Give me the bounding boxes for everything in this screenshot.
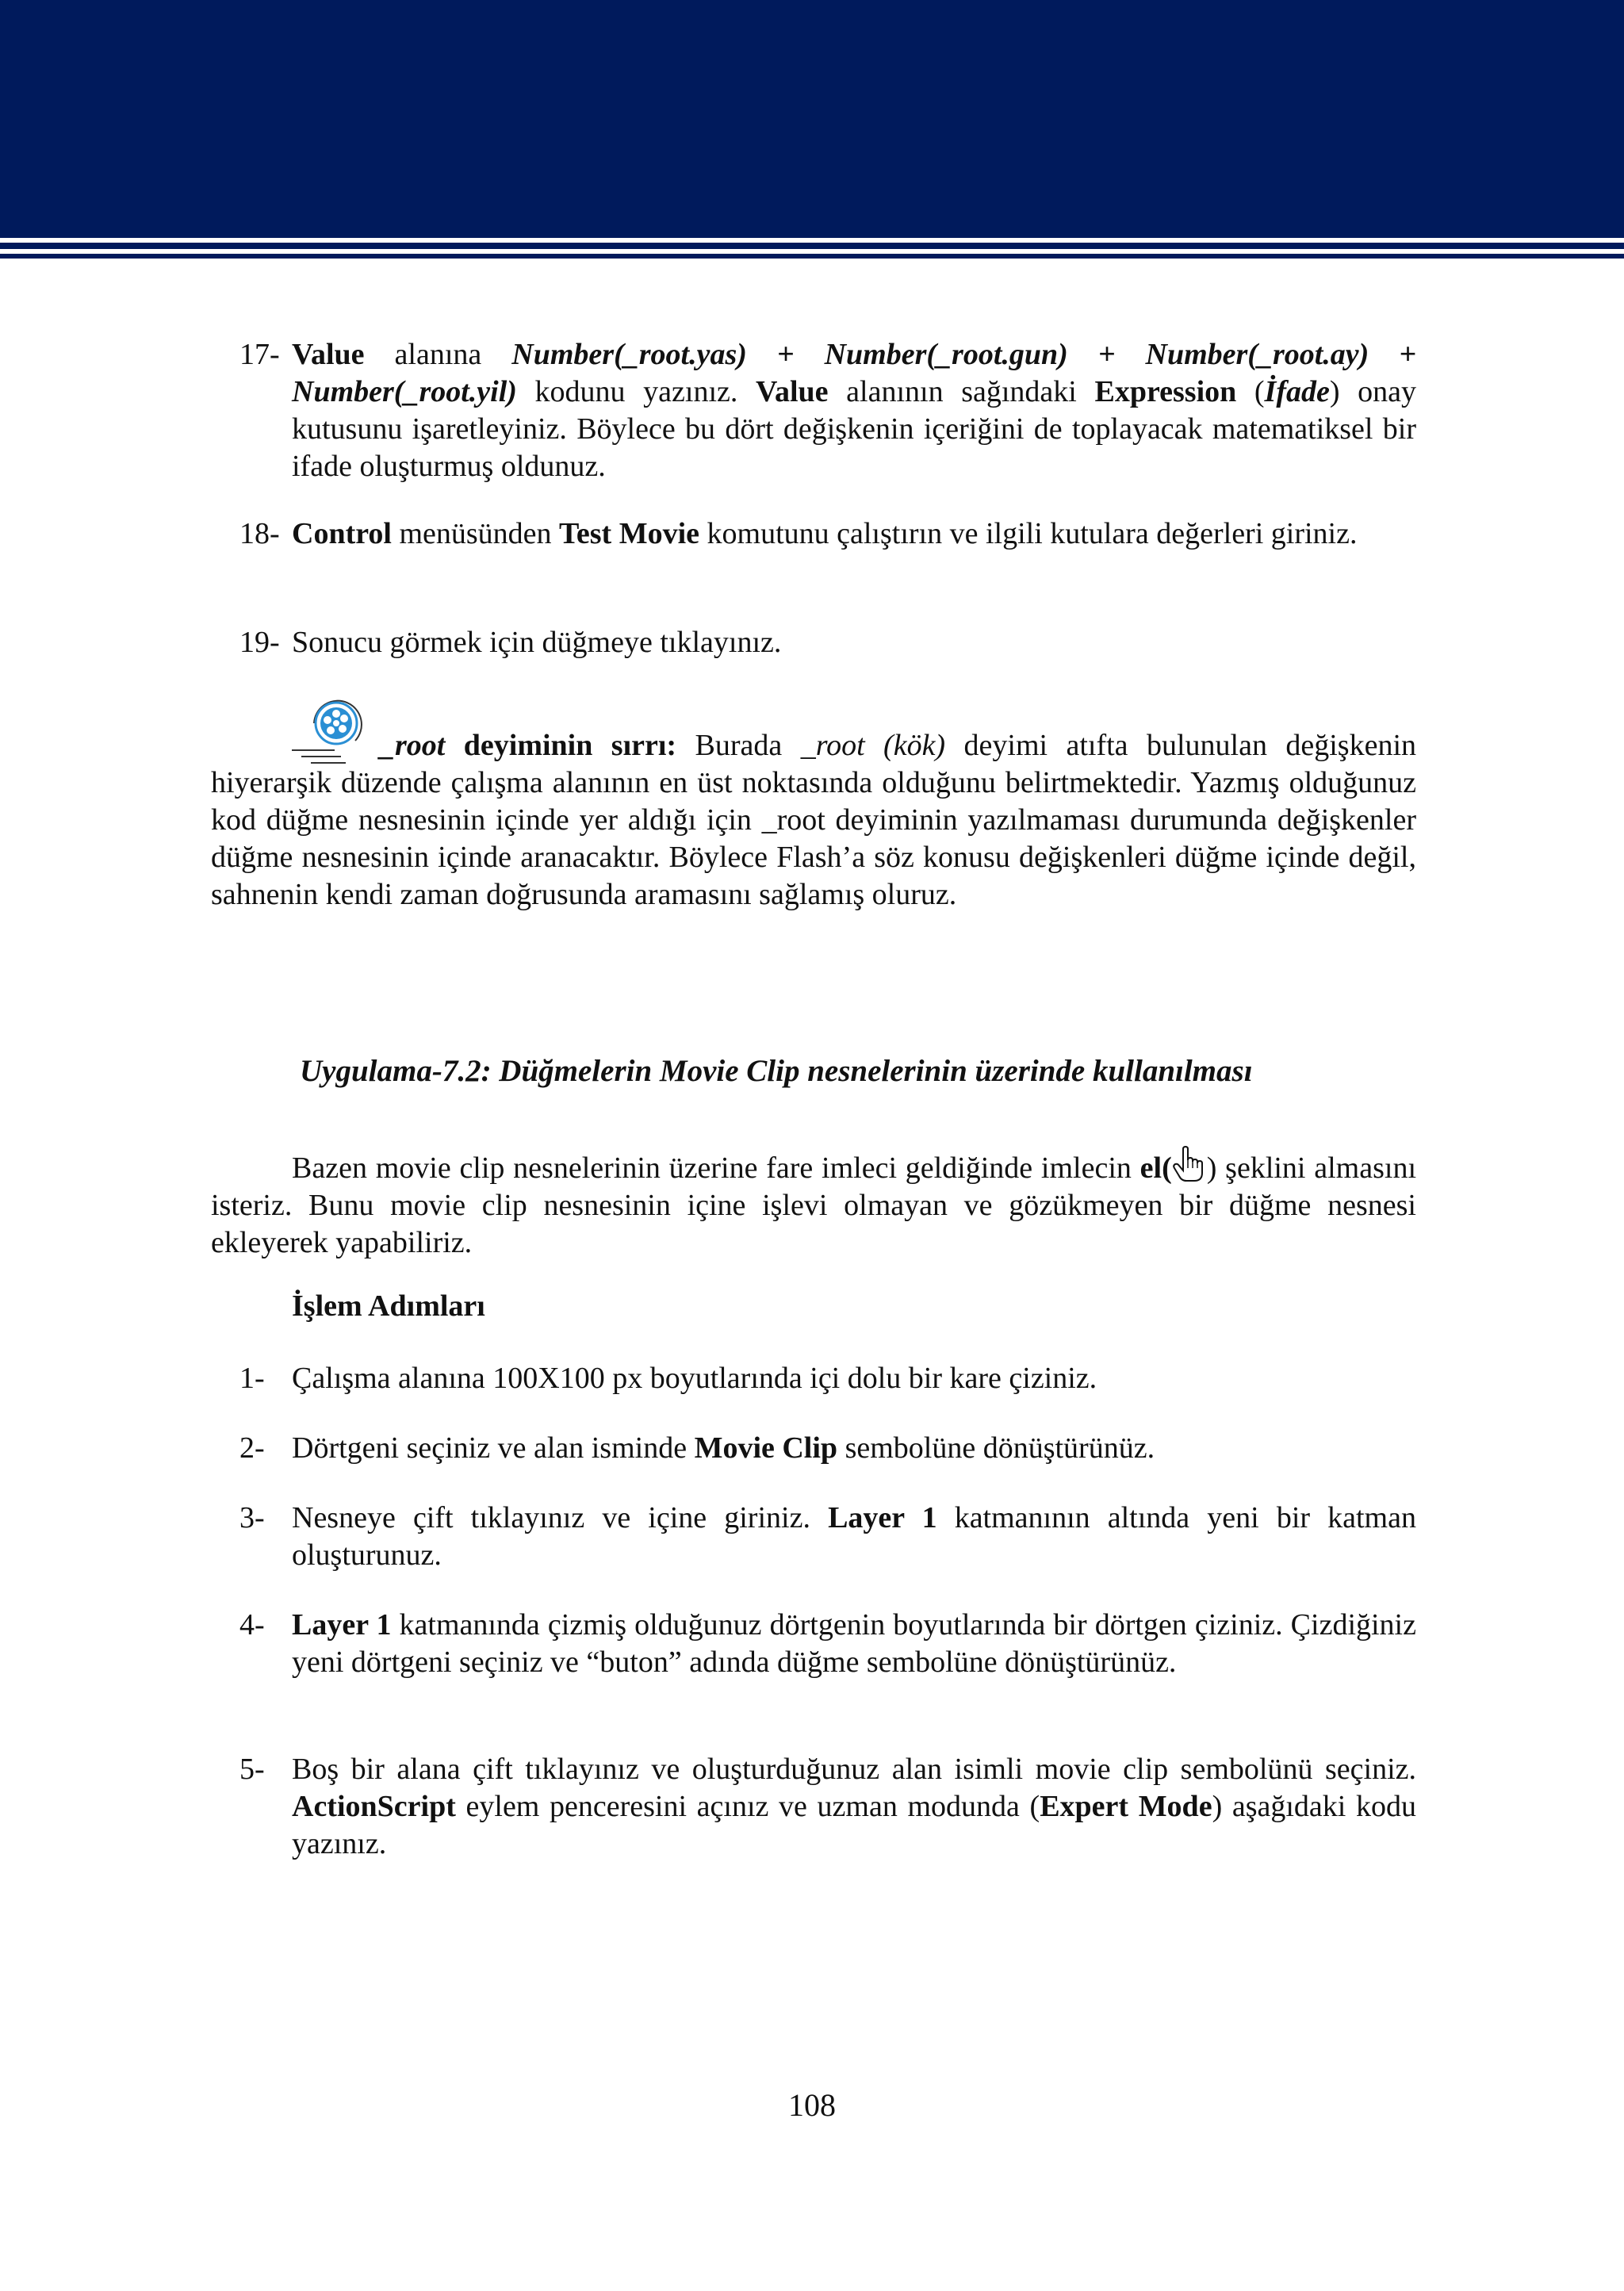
header-rule-thin xyxy=(0,254,1624,259)
list-item xyxy=(239,1500,1416,1574)
section-heading: Uygulama-7.2: Düğmelerin Movie Clip nesnelerinin üzerinde kullanılması xyxy=(300,1054,1253,1088)
step-number: 17- xyxy=(239,338,280,371)
bold-text: el xyxy=(1139,1151,1162,1185)
text: sembolüne dönüştürünüz. xyxy=(837,1431,1155,1465)
code-text: Number(_root.yas) + Number(_root.gun) + Number(_root.ay) + Number(_root.yil) xyxy=(292,338,1417,408)
text: katmanının altında yeni bir katman oluşturunuz. xyxy=(292,1501,1416,1572)
text: eylem penceresini açınız ve uzman modunda ( xyxy=(455,1790,1040,1823)
text: ( xyxy=(1236,375,1265,408)
tip-note xyxy=(211,727,1416,914)
text: menüsünden xyxy=(391,517,560,550)
page-number: 108 xyxy=(788,2087,836,2123)
bold-text: Expert Mode xyxy=(1040,1790,1212,1823)
list-item xyxy=(239,1430,1416,1467)
list-item xyxy=(239,1360,1416,1397)
step-18 xyxy=(239,515,1416,553)
step-number: 3- xyxy=(239,1501,265,1534)
bold-text: Test Movie xyxy=(559,517,700,550)
step-number: 2- xyxy=(239,1431,265,1465)
list-item xyxy=(239,1751,1416,1863)
text: deyimi atıfta bulunulan değişkenin hiyerarşik düzende çalışma alanının en üst noktasında olduğunu belirtmektedir. Yazmış olduğunuz kod düğme nesnesinin içinde yer aldığı için _root deyiminin yazılmaması durumunda değişkenler düğme nesnesinin içinde aranacaktır. Böylece Flash’a söz konusu değişkenleri düğme içinde değil, sahnenin kendi zaman doğrusunda aramasını sağlamış oluruz. xyxy=(211,729,1417,911)
text: Çalışma alanına 100X100 px boyutlarında içi dolu bir kare çiziniz. xyxy=(292,1362,1097,1395)
text: komutunu çalıştırın ve ilgili kutulara değerleri giriniz. xyxy=(699,517,1358,550)
text: alanının sağındaki xyxy=(828,375,1095,408)
steps-title: İşlem Adımları xyxy=(292,1289,485,1323)
bold-text: Expression xyxy=(1094,375,1237,408)
text: ) şeklini almasını isteriz. Bunu movie clip nesnesinin içine işlevi olmayan ve gözükmeyen bir düğme nesnesi ekleyerek yapabiliriz. xyxy=(211,1151,1417,1259)
step-number: 5- xyxy=(239,1753,265,1786)
text: Bazen movie clip nesnelerinin üzerine fare imleci geldiğinde imlecin xyxy=(292,1151,1140,1185)
header-band xyxy=(0,0,1624,238)
list-item xyxy=(239,1607,1416,1681)
bold-text: Layer 1 xyxy=(828,1501,937,1534)
text: Burada xyxy=(676,729,801,762)
bold-text: Control xyxy=(292,517,392,550)
text: kodunu yazınız. xyxy=(516,375,756,408)
step-number: 19- xyxy=(239,626,280,659)
bold-italic-text: _root xyxy=(380,729,446,762)
text: Boş bir alana çift tıklayınız ve oluşturduğunuz alan isimli movie clip sembolünü seçiniz. xyxy=(292,1753,1416,1786)
text: ) aşağıdaki kodu yazınız. xyxy=(292,1790,1416,1860)
italic-text: _root (kök) xyxy=(800,729,946,762)
text: Nesneye çift tıklayınız ve içine giriniz. xyxy=(292,1501,829,1534)
bold-text: ActionScript xyxy=(292,1790,456,1823)
bold-italic-text: İfade xyxy=(1264,375,1330,408)
intro-paragraph xyxy=(211,1146,1416,1262)
step-number: 18- xyxy=(239,517,280,550)
step-number: 1- xyxy=(239,1362,265,1395)
bold-text: Layer 1 xyxy=(292,1608,392,1642)
bold-text: Value xyxy=(756,375,829,408)
step-19 xyxy=(239,624,1416,661)
text: alanına xyxy=(364,338,512,371)
bold-text: ( xyxy=(1162,1151,1172,1185)
header-rule xyxy=(0,243,1624,249)
hand-cursor-icon xyxy=(1172,1146,1207,1182)
step-17 xyxy=(239,336,1417,485)
bold-text: Movie Clip xyxy=(694,1431,838,1465)
text: Sonucu görmek için düğmeye tıklayınız. xyxy=(292,626,782,659)
text: Dörtgeni seçiniz ve alan isminde xyxy=(292,1431,695,1465)
bold-text: Value xyxy=(292,338,365,371)
bold-text: deyiminin sırrı: xyxy=(445,729,677,762)
text: katmanında çizmiş olduğunuz dörtgenin boyutlarında bir dörtgen çiziniz. Çizdiğiniz yeni dörtgeni seçiniz ve “buton” adında düğme sembolüne dönüştürünüz. xyxy=(292,1608,1416,1679)
text: ) onay kutusunu işaretleyiniz. Böylece bu dört değişkenin içeriğini de toplayacak matematiksel bir ifade oluşturmuş oldunuz. xyxy=(292,375,1417,483)
step-number: 4- xyxy=(239,1608,265,1642)
